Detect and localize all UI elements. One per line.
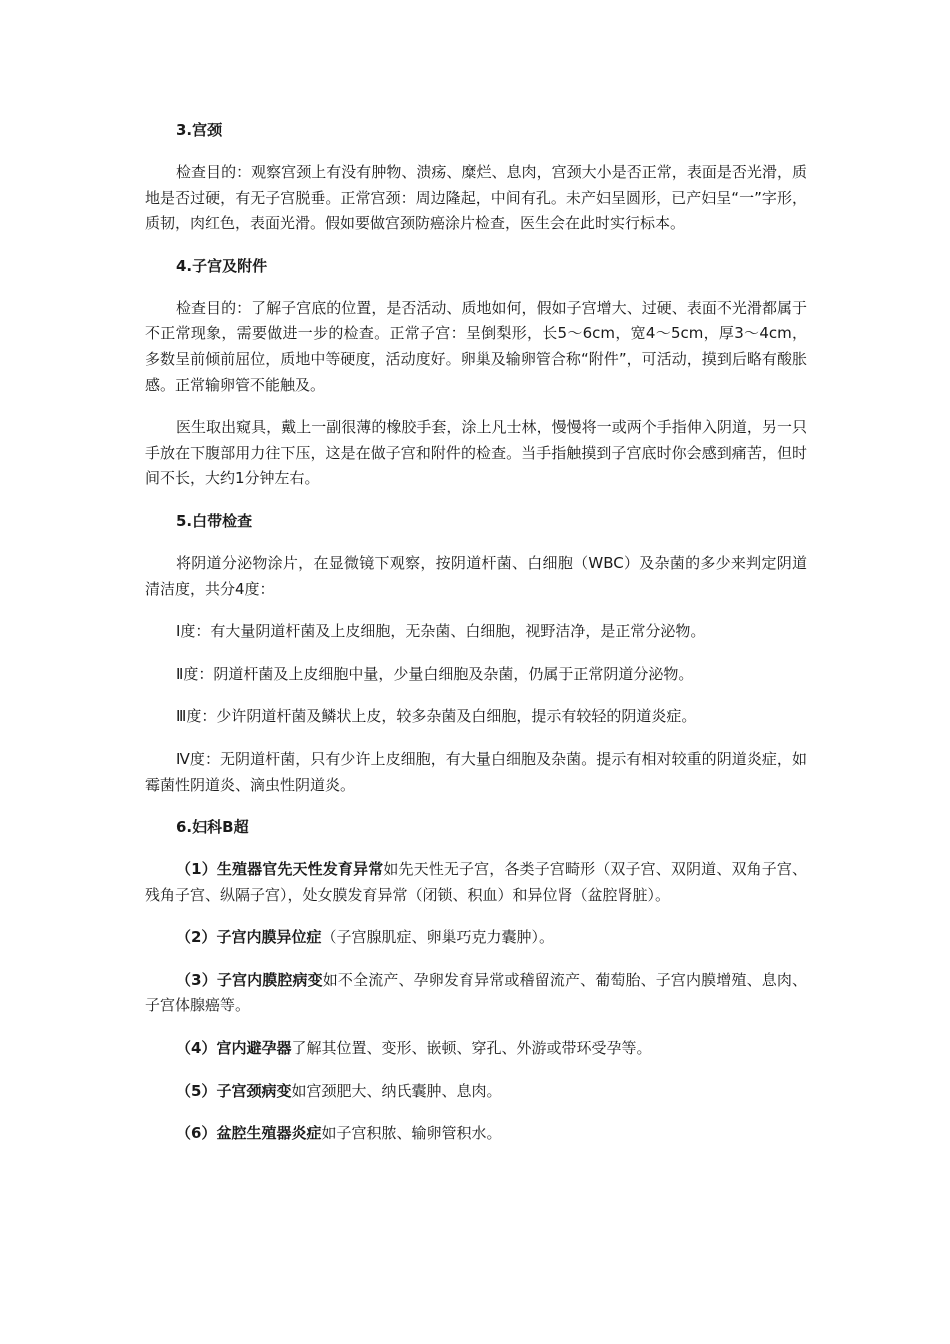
item-number: （5） [176, 1081, 217, 1100]
section-heading-ultrasound: 6.妇科B超 [176, 818, 249, 837]
ultrasound-item-6 [145, 1121, 807, 1147]
ultrasound-item-5 [145, 1079, 807, 1105]
item-bold-term: 子宫内膜腔病变 [216, 970, 323, 989]
item-description: 如宫颈肥大、纳氏囊肿、息肉。 [291, 1081, 502, 1100]
section-heading-uterus: 4.子宫及附件 [176, 256, 268, 275]
paragraph-cervix-exam: 检查目的：观察宫颈上有没有肿物、溃疡、糜烂、息肉，宫颈大小是否正常，表面是否光滑，质地是否过硬，有无子宫脱垂。正常宫颈：周边隆起，中间有孔。未产妇呈圆形，已产妇呈“一”字形，质韧，肉红色，表面光滑。假如要做宫颈防癌涂片检查，医生会在此时实行标本。 [145, 163, 807, 233]
document-body [145, 118, 807, 1164]
item-number: （1） [176, 860, 217, 879]
item-number: （4） [176, 1039, 217, 1058]
item-number: （3） [176, 970, 217, 989]
ultrasound-item-2 [145, 925, 807, 951]
paragraph-uterus-procedure: 医生取出窥具，戴上一副很薄的橡胶手套，涂上凡士林，慢慢将一或两个手指伸入阴道，另一只手放在下腹部用力往下压，这是在做子宫和附件的检查。当手指触摸到子宫底时你会感到痛苦，但时间不长，大约1分钟左右。 [145, 418, 807, 488]
section-heading-discharge: 5.白带检查 [176, 511, 253, 530]
paragraph-uterus-exam: 检查目的：了解子宫底的位置，是否活动、质地如何，假如子宫增大、过硬、表面不光滑都属于不正常现象，需要做进一步的检查。正常子宫：呈倒梨形，长5～6cm，宽4～5cm，厚3～4cm，多数呈前倾前屈位，质地中等硬度，活动度好。卵巢及输卵管合称“附件”，可活动，摸到后略有酸胀感。正常输卵管不能触及。 [145, 298, 807, 394]
item-bold-term: 子宫颈病变 [216, 1081, 292, 1100]
ultrasound-item-4 [145, 1036, 807, 1062]
item-description: 如不全流产、孕卵发育异常或稽留流产、葡萄胎、子宫内膜增殖、息肉、子宫体腺癌等。 [145, 970, 807, 1015]
paragraph-grade-4: Ⅳ度：无阴道杆菌，只有少许上皮细胞，有大量白细胞及杂菌。提示有相对较重的阴道炎症，如霉菌性阴道炎、滴虫性阴道炎。 [145, 749, 807, 794]
section-heading-cervix: 3.宫颈 [176, 121, 223, 139]
paragraph-grade-2: Ⅱ度：阴道杆菌及上皮细胞中量，少量白细胞及杂菌，仍属于正常阴道分泌物。 [176, 664, 694, 683]
item-bold-term: 生殖器官先天性发育异常 [216, 860, 384, 879]
item-description: 了解其位置、变形、嵌顿、穿孔、外游或带环受孕等。 [291, 1039, 652, 1058]
ultrasound-item-1 [145, 857, 807, 908]
item-description: 如子宫积脓、输卵管积水。 [321, 1124, 502, 1143]
item-bold-term: 盆腔生殖器炎症 [216, 1124, 322, 1143]
item-number: （2） [176, 928, 217, 947]
paragraph-grade-3: Ⅲ度：少许阴道杆菌及鳞状上皮，较多杂菌及白细胞，提示有较轻的阴道炎症。 [176, 707, 697, 726]
paragraph-grade-1: Ⅰ度：有大量阴道杆菌及上皮细胞，无杂菌、白细胞，视野洁净，是正常分泌物。 [176, 622, 706, 641]
paragraph-discharge-intro: 将阴道分泌物涂片，在显微镜下观察，按阴道杆菌、白细胞（WBC）及杂菌的多少来判定阴道清洁度，共分4度： [145, 553, 807, 598]
item-number: （6） [176, 1124, 217, 1143]
item-bold-term: 子宫内膜异位症 [216, 928, 322, 947]
item-description: 如先天性无子宫，各类子宫畸形（双子宫、双阴道、双角子宫、残角子宫、纵隔子宫），处女膜发育异常（闭锁、积血）和异位肾（盆腔肾脏）。 [145, 860, 807, 904]
item-bold-term: 宫内避孕器 [216, 1039, 292, 1058]
item-description: （子宫腺肌症、卵巢巧克力囊肿）。 [321, 928, 554, 947]
ultrasound-item-3 [145, 968, 807, 1019]
